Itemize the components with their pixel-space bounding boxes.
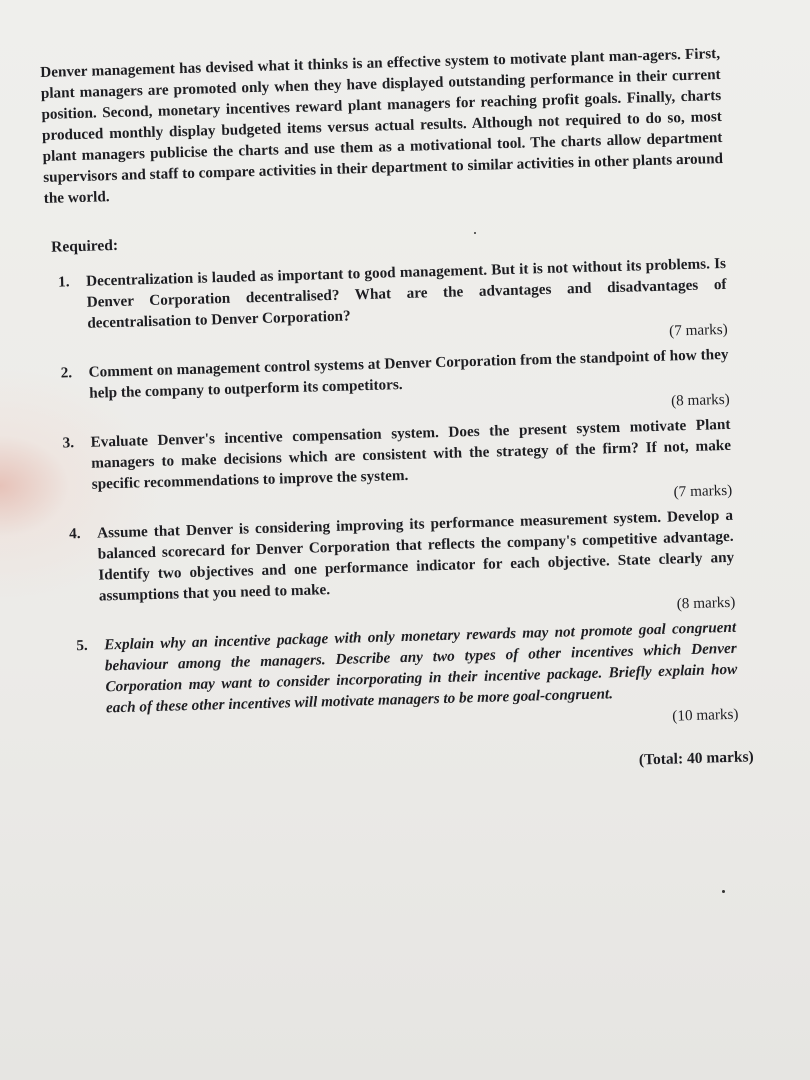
- question-marks: (7 marks): [673, 481, 733, 501]
- question-text: Evaluate Denver's incentive compensation system. Does the present system motivate Plant managers to make decisions which are consistent with the strategy of the firm? If not, make specific recommendations to improve the system.: [90, 415, 732, 493]
- question-4: [63, 505, 736, 632]
- question-number: 4.: [68, 525, 81, 543]
- document-content: [40, 43, 754, 787]
- question-text: Assume that Denver is considering improving its performance measurement system. Develop a balanced scorecard for Denver Corporation that reflects the company's competitive advantage. Identify two objectives and one performance indicator for each objective. State clearly any assumptions that you need to make.: [96, 506, 735, 605]
- question-marks: (8 marks): [676, 593, 736, 613]
- paper-speck: [722, 890, 725, 893]
- question-3: [56, 414, 732, 520]
- question-text: Decentralization is lauded as important to good management. But it is not without its problems. Is Denver Corporation decentralised? What are the advantages and disadvantages of decentralisation to Denver Corporation?: [85, 254, 727, 332]
- intro-paragraph: Denver management has devised what it thinks is an effective system to motivate plant man-agers. First, plant managers are promoted only when they have displayed outstanding performance in their current position. Second, monetary incentives reward plant managers for reaching profit goals. Finally, charts produced monthly display budgeted items versus actual results. Although not required to do so, most plant managers publicise the charts and use them as a motivational tool. The charts allow department supervisors and staff to compare activities in their department to similar activities in other plants around the world.: [40, 45, 724, 207]
- required-heading: Required:: [50, 236, 119, 256]
- question-1: [52, 253, 728, 359]
- question-text: Comment on management control systems at Denver Corporation from the standpoint of how they help the company to outperform its competitors.: [88, 345, 729, 402]
- question-number: 3.: [62, 434, 75, 452]
- question-5: [70, 617, 739, 744]
- question-number: 5.: [76, 636, 88, 655]
- paper-speck: [474, 232, 476, 234]
- total-marks: (Total: 40 marks): [638, 748, 754, 769]
- question-text: Explain why an incentive package with only monetary rewards may not promote goal congruent behaviour among the managers. Describe any two types of other incentives which Denver Corporation may want to consider incorporating in their incentive package. Briefly explain how each of these other incentives will motivate managers to be more goal-congruent.: [104, 618, 738, 717]
- question-marks: (8 marks): [670, 390, 730, 410]
- question-marks: (10 marks): [672, 705, 739, 725]
- question-number: 2.: [60, 364, 73, 382]
- question-marks: (7 marks): [668, 320, 728, 340]
- question-number: 1.: [57, 273, 70, 291]
